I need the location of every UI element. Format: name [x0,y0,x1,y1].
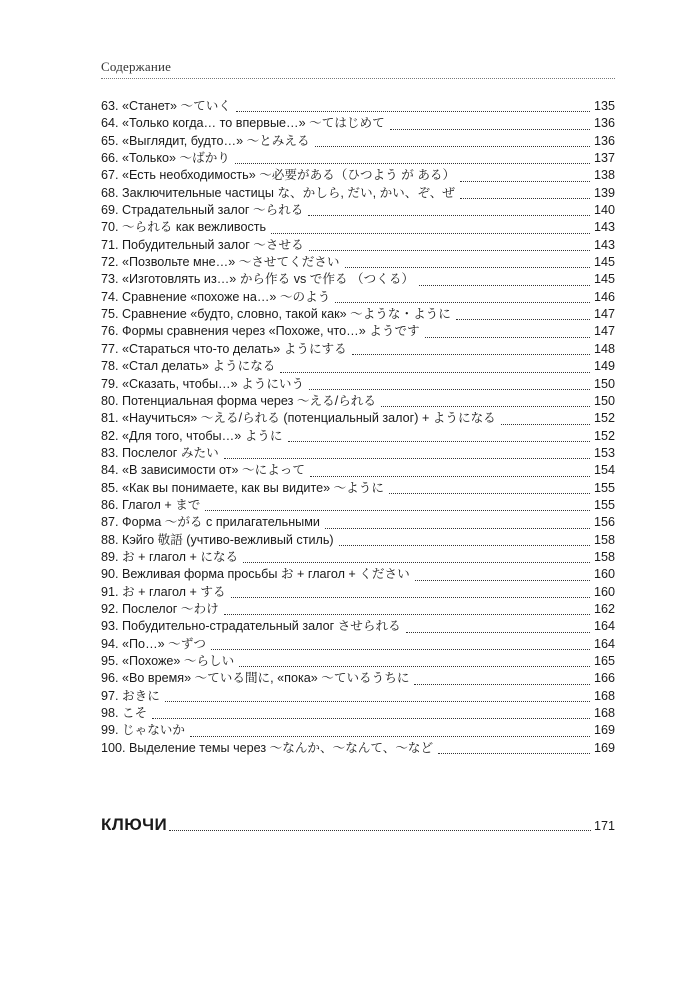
toc-entry[interactable] [101,98,615,115]
toc-entry-label: 85. «Как вы понимаете, как вы видите» 〜ように [101,480,384,495]
toc-entry-page: 152 [593,411,615,426]
toc-entry[interactable] [101,740,615,757]
toc-entry[interactable] [101,167,615,184]
toc-entry-page: 143 [593,237,615,252]
toc-entry[interactable] [101,722,615,739]
toc-entry-page: 168 [593,706,615,721]
toc-entry[interactable] [101,705,615,722]
toc-entry[interactable] [101,289,615,306]
toc-entry-label: 99. じゃないか [101,723,185,738]
dot-leader [280,372,590,373]
dot-leader [224,614,590,615]
header-divider [101,78,615,79]
dot-leader [415,580,590,581]
toc-entry[interactable] [101,636,615,653]
dot-leader [414,684,590,685]
toc-entry-page: 160 [593,584,615,599]
dot-leader [381,406,590,407]
toc-entry-label: 98. こそ [101,706,148,721]
dot-leader [224,458,590,459]
toc-entry-page: 150 [593,393,615,408]
dot-leader [406,632,590,633]
toc-entry-label: 83. Послелог みたい [101,445,219,460]
dot-leader [190,736,590,737]
toc-entry[interactable] [101,219,615,236]
toc-entry-label: 89. お + глагол + になる [101,549,239,564]
toc-entry-label: 66. «Только» 〜ばかり [101,151,230,166]
toc-entry[interactable] [101,150,615,167]
toc-entry-page: 139 [593,185,615,200]
toc-entry[interactable] [101,584,615,601]
dot-leader [419,285,590,286]
toc-entry-page: 164 [593,636,615,651]
dot-leader [236,111,590,112]
toc-entry-label: 86. Глагол + まで [101,497,201,512]
dot-leader [315,146,590,147]
toc-entry-page: 168 [593,688,615,703]
toc-entry-page: 140 [593,203,615,218]
toc-entry-page: 156 [593,515,615,530]
toc-entry-page: 155 [593,480,615,495]
dot-leader [231,597,590,598]
toc-entry-label: 73. «Изготовлять из…» から作る vs で作る （つくる） [101,272,415,287]
toc-entry-label: 87. Форма 〜がる с прилагательными [101,515,320,530]
toc-entry-label: 84. «В зависимости от» 〜によって [101,463,305,478]
dot-leader [460,181,590,182]
dot-leader [325,528,590,529]
toc-entry-label: 91. お + глагол + する [101,584,226,599]
toc-entry-page: 148 [593,341,615,356]
toc-entry[interactable] [101,237,615,254]
dot-leader [152,718,590,719]
toc-entry-label: 64. «Только когда… то впервые…» 〜てはじめて [101,116,385,131]
toc-entry-label: 97. おきに [101,688,160,703]
toc-entry[interactable] [101,185,615,202]
toc-entry-label: 71. Побудительный залог 〜させる [101,237,304,252]
toc-entry[interactable] [101,271,615,288]
toc-entry[interactable] [101,393,615,410]
toc-entry-page: 169 [593,740,615,755]
toc-entry-label: 95. «Похоже» 〜らしい [101,654,235,668]
dot-leader [169,830,591,831]
dot-leader [460,198,590,199]
toc-entry-page: 155 [593,497,615,512]
toc-entry-label: 67. «Есть необходимость» 〜必要がある（ひつよう が ある） [101,168,456,183]
toc-entry-label: 70. 〜られる как вежливость [101,220,267,235]
toc-entry-page: 158 [593,532,615,547]
toc-entry-label: 82. «Для того, чтобы…» ように [101,428,283,443]
dot-leader [309,250,590,251]
keys-section-page: 171 [593,819,615,833]
toc-entry-label: 68. Заключительные частицы な、かしら, だい, かい、ぞ、ぜ [101,185,455,200]
toc-entry-label: 81. «Научиться» 〜える/られる (потенциальный залог) + ようになる [101,411,496,426]
toc-entry-page: 145 [593,272,615,287]
toc-entry-page: 166 [593,671,615,686]
toc-entry[interactable] [101,341,615,358]
toc-entry-page: 143 [593,220,615,235]
toc-entry[interactable] [101,202,615,219]
toc-entry-page: 146 [593,289,615,304]
toc-entry-page: 154 [593,463,615,478]
toc-entry-page: 169 [593,723,615,738]
toc-entry[interactable] [101,133,615,150]
toc-entry-label: 65. «Выглядит, будто…» 〜とみえる [101,133,310,148]
toc-entry-page: 138 [593,168,615,183]
dot-leader [211,649,590,650]
dot-leader [345,267,591,268]
dot-leader [501,424,590,425]
toc-entry[interactable] [101,462,615,479]
toc-entry-page: 145 [593,255,615,270]
toc-entry-page: 137 [593,151,615,166]
toc-entry-label: 96. «Во время» 〜ている間に, «пока» 〜ているうちに [101,671,410,686]
toc-entry[interactable] [101,532,615,549]
toc-entry-page: 152 [593,428,615,443]
toc-entry-label: 72. «Позвольте мне…» 〜させてください [101,255,340,270]
toc-entry-page: 147 [593,324,615,339]
dot-leader [243,562,590,563]
toc-entry-page: 149 [593,359,615,374]
dot-leader [352,354,590,355]
toc-entry[interactable] [101,497,615,514]
page-header-title: Содержание [101,59,172,74]
toc-entry-label: 69. Страдательный залог 〜られる [101,203,304,218]
toc-entry-label: 77. «Стараться что-то делать» ようにする [101,341,347,356]
toc-entry-label: 90. Вежливая форма просьбы お + глагол + ください [101,567,410,582]
dot-leader [339,545,590,546]
toc-entry-label: 93. Побудительно-страдательный залог させられる [101,619,401,634]
toc-entry-label: 94. «По…» 〜ずつ [101,636,206,651]
toc-entry[interactable] [101,428,615,445]
toc-entry[interactable] [101,480,615,497]
dot-leader [308,215,590,216]
toc-entry-page: 136 [593,116,615,131]
dot-leader [425,337,590,338]
toc-entry-page: 164 [593,619,615,634]
dot-leader [438,753,590,754]
toc-entry-page: 147 [593,307,615,322]
toc-entry[interactable] [101,618,615,635]
toc-entry-label: 75. Сравнение «будто, словно, такой как» 〜ような・ように [101,307,451,322]
dot-leader [239,666,590,667]
dot-leader [235,163,590,164]
toc-entry-page: 158 [593,549,615,564]
toc-entry[interactable] [101,549,615,566]
dot-leader [456,319,590,320]
dot-leader [288,441,591,442]
toc-entry-label: 76. Формы сравнения через «Похоже, что…» ようです [101,324,420,339]
toc-entry-page: 153 [593,445,615,460]
keys-section-label: КЛЮЧИ [101,815,168,834]
dot-leader [389,493,590,494]
toc-entry[interactable] [101,323,615,340]
dot-leader [165,701,590,702]
toc-entry-label: 78. «Стал делать» ようになる [101,359,276,374]
toc-entry-page: 135 [593,99,615,113]
toc-entry-label: 100. Выделение темы через 〜なんか、〜なんて、〜など [101,740,434,755]
toc-entry-page: 160 [593,567,615,582]
toc-entry-keys[interactable] [101,815,615,835]
toc-entry[interactable] [101,254,615,271]
table-of-contents [101,98,615,757]
toc-entry-page: 136 [593,133,615,148]
toc-entry[interactable] [101,306,615,323]
toc-entry[interactable] [101,410,615,427]
toc-entry-label: 79. «Сказать, чтобы…» ようにいう [101,376,305,391]
dot-leader [309,389,590,390]
toc-entry[interactable] [101,653,615,670]
dot-leader [205,510,590,511]
toc-entry[interactable] [101,514,615,531]
toc-entry[interactable] [101,566,615,583]
toc-entry-label: 63. «Станет» 〜ていく [101,99,231,113]
toc-entry-label: 88. Кэйго 敬語 (учтиво-вежливый стиль) [101,532,334,547]
toc-entry[interactable] [101,688,615,705]
toc-entry-page: 150 [593,376,615,391]
toc-entry-page: 162 [593,601,615,616]
dot-leader [310,476,590,477]
toc-entry[interactable] [101,358,615,375]
toc-entry-label: 80. Потенциальная форма через 〜える/られる [101,393,376,408]
dot-leader [335,302,590,303]
toc-entry-label: 92. Послелог 〜わけ [101,601,219,616]
toc-entry[interactable] [101,670,615,687]
toc-entry[interactable] [101,445,615,462]
toc-entry[interactable] [101,376,615,393]
toc-entry[interactable] [101,601,615,618]
dot-leader [390,129,590,130]
toc-entry-label: 74. Сравнение «похоже на…» 〜のよう [101,289,331,304]
toc-entry-page: 165 [593,654,615,668]
dot-leader [271,233,590,234]
toc-entry[interactable] [101,115,615,132]
